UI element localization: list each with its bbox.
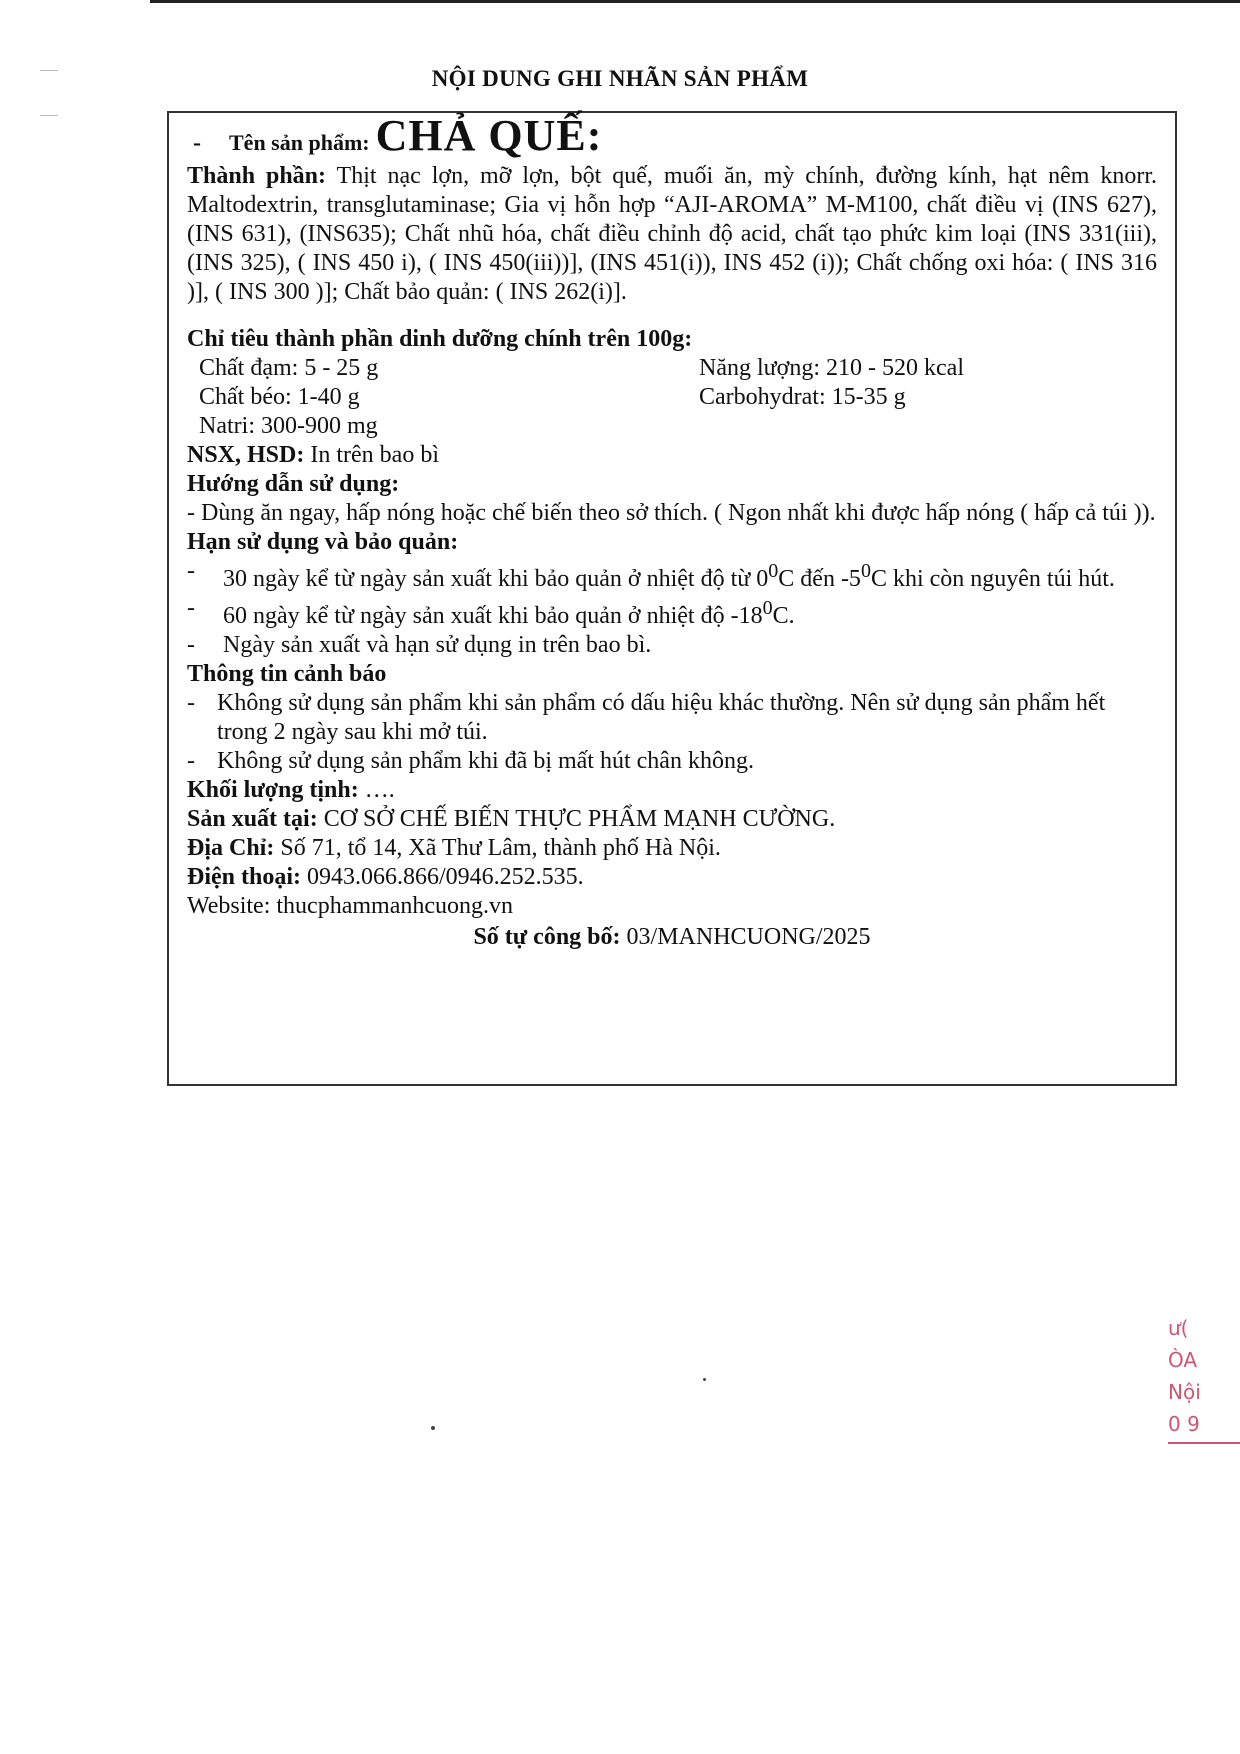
declaration-label: Số tự công bố:: [473, 924, 621, 950]
warning-heading: Thông tin cảnh báo: [187, 661, 387, 687]
phone-label: Điện thoại:: [187, 864, 301, 890]
product-label-box: [167, 111, 1177, 1086]
address-line: [187, 834, 1157, 863]
storage-item1-part: C khi còn nguyên túi hút.: [870, 566, 1115, 592]
website-line: [187, 892, 1157, 921]
storage-item-text: Ngày sản xuất và hạn sử dụng in trên bao bì.: [223, 632, 652, 658]
stamp-line: ư(: [1168, 1316, 1189, 1340]
storage-item2-part: C.: [772, 603, 795, 629]
stamp-line: 0 9: [1168, 1412, 1200, 1436]
phone-value: 0943.066.866/0946.252.535.: [307, 864, 584, 890]
declaration-line: [187, 923, 1157, 952]
storage-item1-part: 30 ngày kể từ ngày sản xuất khi bảo quản ở nhiệt độ từ 0: [223, 566, 769, 592]
warning-item-text: Không sử dụng sản phẩm khi sản phẩm có dấu hiệu khác thường. Nên sử dụng sản phẩm hết trong 2 ngày sau khi mở túi.: [217, 690, 1106, 745]
manufacturer-line: [187, 805, 1157, 834]
nutrition-energy: Năng lượng: 210 - 520 kcal: [699, 355, 964, 381]
ingredients-text: Thịt nạc lợn, mỡ lợn, bột quế, muối ăn, mỳ chính, đường kính, hạt nêm knorr. Maltodextrin, transglutaminase; Gia vị hỗn hợp “AJI-AROMA” M-M100, chất điều vị (INS 627), (INS 631), (INS635); Chất nhũ hóa, chất điều chỉnh độ acid, chất tạo phức kim loại (INS 331(iii), (INS 325), ( INS 450 i), ( INS 450(iii))], (INS 451(i)), INS 452 (i)); Chất chống oxi hóa: ( INS 316 )], ( INS 300 )]; Chất bảo quản: ( INS 262(i)].: [187, 163, 1157, 305]
storage-item1-part: C đến -5: [778, 566, 861, 592]
warning-item: [187, 747, 1157, 776]
dates-value: In trên bao bì: [310, 442, 439, 468]
list-dash: -: [187, 632, 195, 658]
storage-item2-part: 60 ngày kể từ ngày sản xuất khi bảo quản ở nhiệt độ -18: [223, 603, 763, 629]
scan-speck: [40, 115, 58, 116]
manufacturer-label: Sản xuất tại:: [187, 806, 318, 832]
manufacturer-value: CƠ SỞ CHẾ BIẾN THỰC PHẨM MẠNH CƯỜNG.: [323, 806, 836, 832]
scan-speck: [431, 1426, 435, 1430]
declaration-value: 03/MANHCUONG/2025: [626, 924, 871, 950]
degree-sup: 0: [768, 560, 779, 582]
address-label: Địa Chỉ:: [187, 835, 275, 861]
dates-line: [187, 441, 1157, 470]
usage-heading: Hướng dẫn sử dụng:: [187, 471, 400, 497]
top-edge-rule: [150, 0, 1240, 3]
list-dash: -: [187, 748, 195, 774]
phone-line: [187, 863, 1157, 892]
net-weight-line: [187, 776, 1157, 805]
document-title: NỘI DUNG GHI NHÃN SẢN PHẨM: [431, 66, 809, 91]
product-name-label: Tên sản phẩm:: [229, 130, 370, 155]
product-name-value: CHẢ QUẾ:: [375, 111, 603, 160]
dates-label: NSX, HSD:: [187, 442, 305, 468]
stamp-line: ÒA: [1168, 1348, 1198, 1372]
usage-text: - Dùng ăn ngay, hấp nóng hoặc chế biến theo sở thích. ( Ngon nhất khi được hấp nóng ( hấp cả túi )).: [187, 500, 1156, 526]
list-dash: -: [187, 595, 195, 621]
warning-item-text: Không sử dụng sản phẩm khi đã bị mất hút chân không.: [217, 748, 754, 774]
scan-speck: [703, 1378, 706, 1381]
nutrition-protein: Chất đạm: 5 - 25 g: [199, 355, 379, 381]
storage-item-text: [223, 557, 1115, 594]
degree-sup: 0: [860, 560, 871, 582]
nutrition-fat: Chất béo: 1-40 g: [199, 384, 360, 410]
net-weight-value: ….: [364, 777, 395, 803]
website-value: thucphammanhcuong.vn: [276, 893, 514, 919]
partial-stamp: [1168, 1312, 1240, 1444]
website-label: Website:: [187, 893, 271, 919]
storage-item-text: [223, 594, 795, 631]
storage-item: [187, 631, 1157, 660]
stamp-line: Nội: [1168, 1380, 1201, 1404]
ingredients-label: Thành phần:: [187, 163, 327, 189]
storage-item: [187, 594, 1157, 631]
list-dash: -: [187, 558, 195, 584]
degree-sup: 0: [762, 597, 773, 619]
storage-heading: Hạn sử dụng và bảo quản:: [187, 529, 459, 555]
nutrition-sodium: Natri: 300-900 mg: [199, 413, 378, 439]
nutrition-carbs: Carbohydrat: 15-35 g: [699, 384, 906, 410]
bullet-dash: -: [193, 130, 201, 156]
net-weight-label: Khối lượng tịnh:: [187, 777, 359, 803]
warning-item: [187, 689, 1157, 747]
nutrition-grid: [199, 354, 1157, 441]
ingredients-paragraph: [187, 162, 1157, 307]
list-dash: -: [187, 690, 195, 716]
nutrition-heading: Chỉ tiêu thành phần dinh dưỡng chính trên 100g:: [187, 326, 693, 352]
scan-speck: [40, 70, 58, 71]
product-name-line: [193, 111, 1157, 160]
storage-item: [187, 557, 1157, 594]
address-value: Số 71, tổ 14, Xã Thư Lâm, thành phố Hà Nội.: [280, 835, 721, 861]
